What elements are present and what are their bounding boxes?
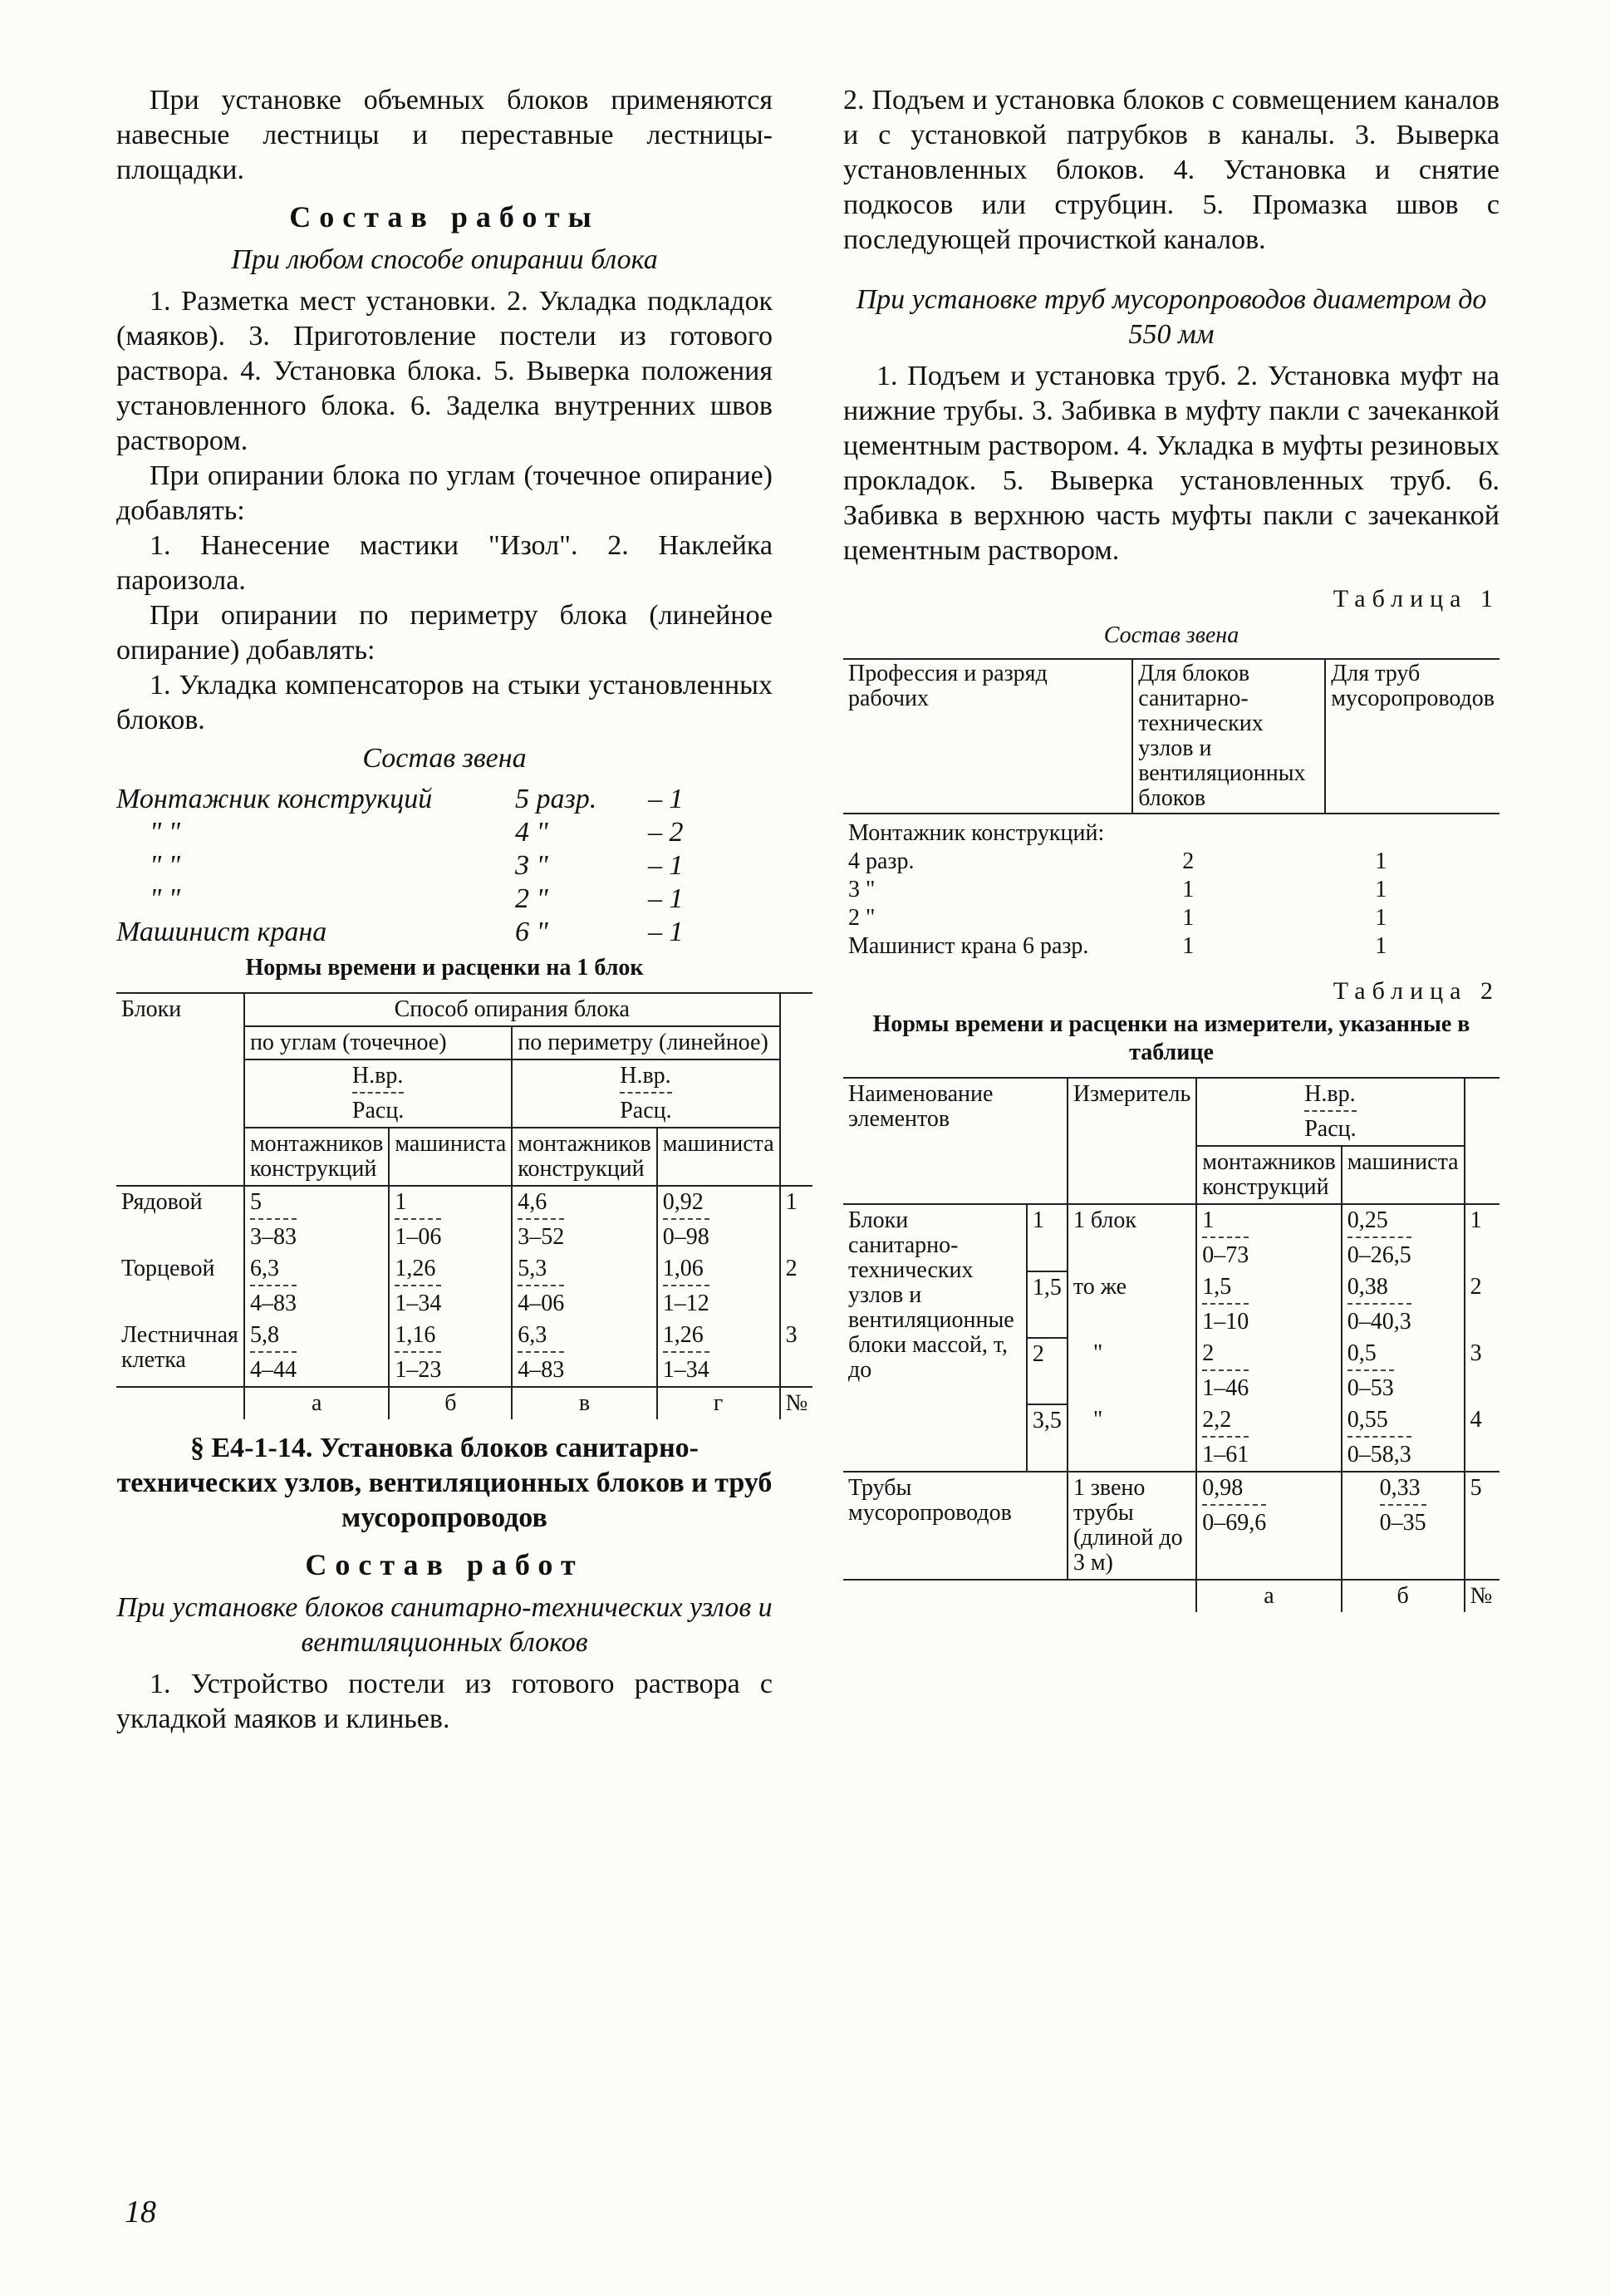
col-header-mash: машиниста [1342, 1146, 1465, 1204]
table-row: 2 " $\frac{2}{1-46}$ $\frac{0,5}{0-53}$ 3 [843, 1338, 1500, 1404]
perimeter-support-steps: 1. Укладка компенсаторов на стыки установленных блоков. [116, 670, 773, 735]
perimeter-support-paragraph: При опирании по периметру блока (линейное опирание) добавлять: [116, 600, 773, 666]
crew-row: " " 4 " – 2 [150, 817, 684, 848]
table-row: Рядовой $\frac{5}{3-83}$ $\frac{1}{1-06}$ $\frac{4,6}{3-52}$ $\frac{0,92}{0-98}$ 1 [116, 1186, 812, 1253]
corner-support-paragraph: При опирании блока по углам (точечное опирание) добавлять: [116, 460, 773, 526]
pipe-steps-paragraph: 1. Подъем и установка труб. 2. Установка муфт на нижние трубы. 3. Забивка в муфту пакли с зачеканкой цементным раствором. 4. Укладка в муфты резиновых прокладок. 5. Выверка установленных труб. 6. Забивка в верхнюю часть муфты пакли с зачеканкой цементным раствором. [843, 361, 1500, 566]
table-footer-row: а б № [843, 1580, 1500, 1612]
col-header-name: Наименование элементов [843, 1078, 1068, 1204]
heading-works: Состав работ [305, 1548, 584, 1581]
crew-row: " " 2 " – 1 [150, 883, 684, 914]
left-column [116, 83, 808, 1737]
col-header-blocks: Блоки [116, 993, 244, 1186]
col-header-mont: монтажников конструкций [244, 1128, 389, 1186]
table-row: 2 " 1 1 [848, 905, 1387, 931]
col-header-mash: машиниста [657, 1128, 780, 1186]
nvr-label: Н.вр. [352, 1064, 404, 1094]
col-header-profession: Профессия и разряд рабочих [848, 661, 1048, 711]
table-row: 1,5 то же $\frac{1,5}{1-10}$ $\frac{0,38}{0-40,3}$ 2 [843, 1271, 1500, 1338]
sanitary-steps-continued: 2. Подъем и установка блоков с совмещением каналов и с установкой патрубков в каналы. 3. Выверка установленных блоков. 4. Установка и снятие подкосов или струбцин. 5. Промазка швов с последующей прочисткой каналов. [843, 85, 1500, 255]
col-header-corner: по углам (точечное) [244, 1026, 512, 1060]
col-header-unit: Измеритель [1068, 1078, 1196, 1204]
norms-per-unit-table [843, 1077, 1500, 1612]
table2-label: Таблица 2 [1333, 977, 1500, 1005]
nvr-label: Н.вр. [620, 1064, 671, 1094]
subheading-any-support: При любом способе опирании блока [231, 244, 658, 275]
col-header-mash: машиниста [389, 1128, 512, 1186]
work-steps-paragraph: 1. Разметка мест установки. 2. Укладка подкладок (маяков). 3. Приготовление постели из готового раствора. 4. Установка блока. 5. Выверка положения установленного блока. 6. Заделка внутренних швов раствором. [116, 286, 773, 456]
right-column [843, 83, 1500, 1612]
crew-row: Монтажник конструкций 5 разр. – 1 [116, 784, 684, 814]
table-row: 4 разр. 2 1 [848, 848, 1387, 874]
crew-row: " " 3 " – 1 [150, 850, 684, 881]
table-caption-per-block: Нормы времени и расценки на 1 блок [245, 955, 644, 981]
rasc-label: Расц. [351, 1098, 405, 1123]
group-label: Монтажник конструкций: [848, 820, 1105, 846]
table-row: Машинист крана 6 разр. 1 1 [848, 933, 1387, 959]
page-number: 18 [125, 2195, 156, 2230]
table-row: Торцевой $\frac{6,3}{4-83}$ $\frac{1,26}{1-34}$ $\frac{5,3}{4-06}$ $\frac{1,06}{1-12}$ 2 [116, 1253, 812, 1320]
table-row: 3 " 1 1 [848, 877, 1387, 902]
rasc-label: Расц. [620, 1098, 672, 1123]
subheading-garbage-pipes: При установке труб мусоропроводов диаметром до 550 мм [856, 284, 1487, 350]
norms-per-block-table [116, 992, 812, 1419]
col-header-mont: монтажников конструкций [1196, 1146, 1341, 1204]
col-header-pipes: Для труб мусоропроводов [1325, 659, 1500, 814]
col-header-method: Способ опирания блока [244, 993, 780, 1026]
sanitary-steps-paragraph: 1. Устройство постели из готового раствора с укладкой маяков и клиньев. [116, 1669, 773, 1734]
crew-table [843, 658, 1500, 961]
table2-caption: Нормы времени и расценки на измерители, указанные в таблице [872, 1011, 1470, 1065]
table-row: Трубы мусоропроводов 1 звено трубы (длиной до 3 м) $\frac{0,98}{0-69,6}$ $\frac{0,33}{0-35}$ 5 [843, 1472, 1500, 1580]
crew-list [116, 783, 773, 949]
rasc-label: Расц. [1304, 1116, 1357, 1142]
col-header-sanitary: Для блоков санитарно-технических узлов и вентиляционных блоков [1132, 659, 1325, 814]
group-sanitary-blocks: Блоки санитарно-технических узлов и вентиляционные блоки массой, т, до [848, 1207, 1014, 1383]
table-row: 3,5 " $\frac{2,2}{1-61}$ $\frac{0,55}{0-58,3}$ 4 [843, 1404, 1500, 1472]
subheading-sanitary-blocks: При установке блоков санитарно-технических узлов и вентиляционных блоков [116, 1592, 773, 1658]
crew-title: Состав звена [362, 743, 527, 774]
col-header-mont: монтажников конструкций [512, 1128, 656, 1186]
section-heading: § Е4-1-14. Установка блоков санитарно-технических узлов, вентиляционных блоков и труб мусоропроводов [116, 1433, 773, 1533]
crew-row: Машинист крана 6 " – 1 [116, 917, 684, 947]
col-header-perimeter: по периметру (линейное) [512, 1026, 779, 1060]
table-footer-row: а б в г № [116, 1387, 812, 1419]
heading-work-composition: Состав работы [289, 200, 600, 234]
table-row: Лестничная клетка $\frac{5,8}{4-44}$ $\frac{1,16}{1-23}$ $\frac{6,3}{4-83}$ $\frac{1,26}{1-34}$ 3 [116, 1320, 812, 1387]
nvr-label: Н.вр. [1304, 1082, 1356, 1112]
intro-paragraph: При установке объемных блоков применяются навесные лестницы и переставные лестницы-площадки. [116, 85, 773, 185]
table1-label: Таблица 1 [1333, 585, 1500, 612]
corner-support-steps: 1. Нанесение мастики "Изол". 2. Наклейка пароизола. [116, 530, 773, 596]
table-row: Блоки санитарно-технических узлов и вентиляционные блоки массой, т, до 1 1 блок $\frac{1}{0-73}$ $\frac{0,25}{0-26,5}$ 1 [843, 1204, 1500, 1271]
table1-caption: Состав звена [1103, 622, 1239, 648]
